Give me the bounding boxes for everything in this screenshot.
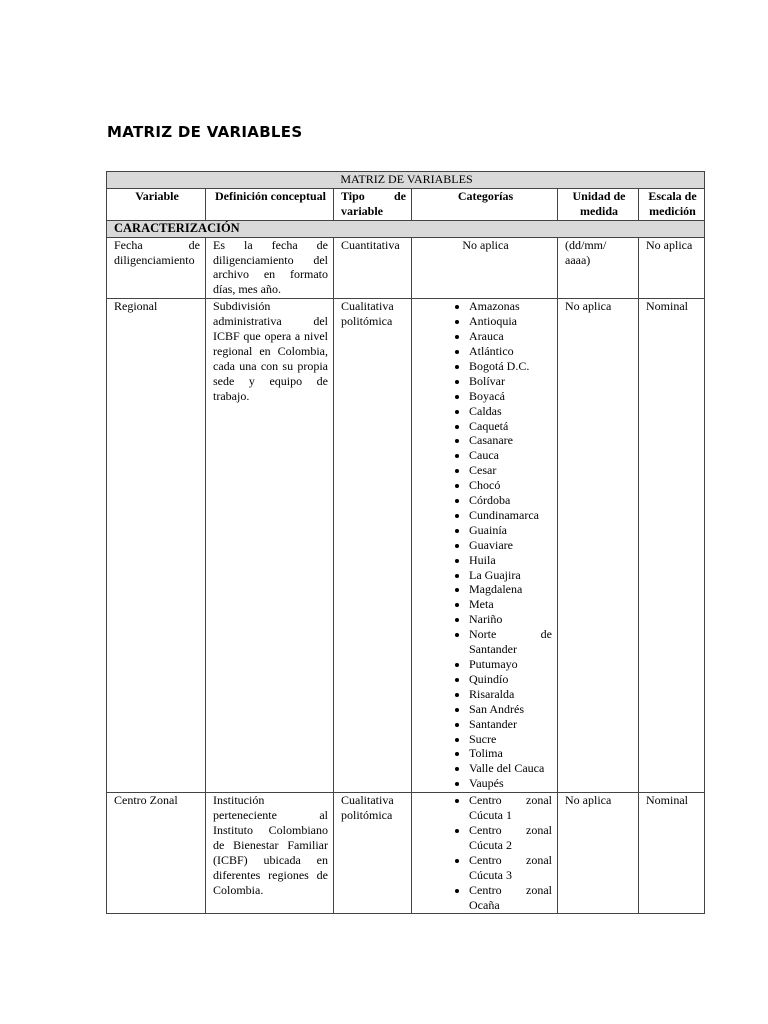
category-item: • Meta — [469, 597, 552, 612]
cell-unidad: (dd/mm/ aaaa) — [558, 237, 639, 299]
cell-categorias — [412, 793, 558, 914]
category-item: • Guaviare — [469, 538, 552, 553]
category-item: • Bolívar — [469, 374, 552, 389]
category-item: • Valle del Cauca — [469, 761, 552, 776]
category-item: • Tolima — [469, 746, 552, 761]
cell-tipo: Cualitativa politómica — [334, 299, 412, 793]
header-unidad: Unidad de medida — [558, 188, 639, 220]
header-escala: Escala de medición — [639, 188, 705, 220]
category-item: • Boyacá — [469, 389, 552, 404]
table-row — [107, 793, 705, 914]
document-title: MATRIZ DE VARIABLES — [107, 123, 303, 141]
category-item: • Santander — [469, 717, 552, 732]
category-item: • Amazonas — [469, 299, 552, 314]
category-item: • Guainía — [469, 523, 552, 538]
category-item: • Centro zonal Cúcuta 1 — [469, 793, 552, 823]
category-item: • Huila — [469, 553, 552, 568]
category-item: • Centro zonal Cúcuta 2 — [469, 823, 552, 853]
table-row — [107, 299, 705, 793]
cell-definicion: Subdivisión administrativa del ICBF que opera a nivel regional en Colombia, cada una con su propia sede y equipo de trabajo. — [206, 299, 334, 793]
category-item: • Casanare — [469, 433, 552, 448]
cell-escala: Nominal — [639, 793, 705, 914]
table-banner-row — [107, 172, 705, 189]
category-item: • Cesar — [469, 463, 552, 478]
category-item: • Centro zonal Cúcuta 3 — [469, 853, 552, 883]
cell-tipo: Cuantitativa — [334, 237, 412, 299]
cell-definicion: Institución perteneciente al Instituto Colombiano de Bienestar Familiar (ICBF) ubicada en diferentes regiones de Colombia. — [206, 793, 334, 914]
category-item: • Caquetá — [469, 419, 552, 434]
categories-list — [419, 793, 552, 912]
category-item: • La Guajira — [469, 568, 552, 583]
cell-variable: Fecha de diligenciamiento — [107, 237, 206, 299]
category-item: • Vaupés — [469, 776, 552, 791]
category-item: • Arauca — [469, 329, 552, 344]
category-item: • Sucre — [469, 732, 552, 747]
category-item: • Córdoba — [469, 493, 552, 508]
header-variable: Variable — [107, 188, 206, 220]
cell-escala: No aplica — [639, 237, 705, 299]
category-item: • Quindío — [469, 672, 552, 687]
section-title: CARACTERIZACIÓN — [107, 220, 705, 237]
category-item: • Norte de Santander — [469, 627, 552, 657]
category-item: • Magdalena — [469, 582, 552, 597]
category-item: • Caldas — [469, 404, 552, 419]
category-item: • Centro zonal Ocaña — [469, 883, 552, 913]
category-item: • Atlántico — [469, 344, 552, 359]
table-banner: MATRIZ DE VARIABLES — [107, 172, 705, 189]
category-item: • Cauca — [469, 448, 552, 463]
cell-categorias: No aplica — [412, 237, 558, 299]
cell-definicion: Es la fecha de diligenciamiento del archivo en formato días, mes año. — [206, 237, 334, 299]
variables-matrix-table — [106, 171, 705, 914]
cell-variable: Centro Zonal — [107, 793, 206, 914]
cell-unidad: No aplica — [558, 793, 639, 914]
cell-tipo: Cualitativa politómica — [334, 793, 412, 914]
category-item: • Antioquia — [469, 314, 552, 329]
cell-categorias — [412, 299, 558, 793]
category-item: • Putumayo — [469, 657, 552, 672]
category-item: • Bogotá D.C. — [469, 359, 552, 374]
cell-variable: Regional — [107, 299, 206, 793]
category-item: • Nariño — [469, 612, 552, 627]
cell-unidad: No aplica — [558, 299, 639, 793]
cell-escala: Nominal — [639, 299, 705, 793]
category-item: • Cundinamarca — [469, 508, 552, 523]
table-row — [107, 237, 705, 299]
category-item: • Risaralda — [469, 687, 552, 702]
table-header-row — [107, 188, 705, 220]
header-categorias: Categorías — [412, 188, 558, 220]
header-tipo: Tipo de variable — [334, 188, 412, 220]
section-row — [107, 220, 705, 237]
category-item: • San Andrés — [469, 702, 552, 717]
header-definicion: Definición conceptual — [206, 188, 334, 220]
categories-list — [419, 299, 552, 791]
category-item: • Chocó — [469, 478, 552, 493]
